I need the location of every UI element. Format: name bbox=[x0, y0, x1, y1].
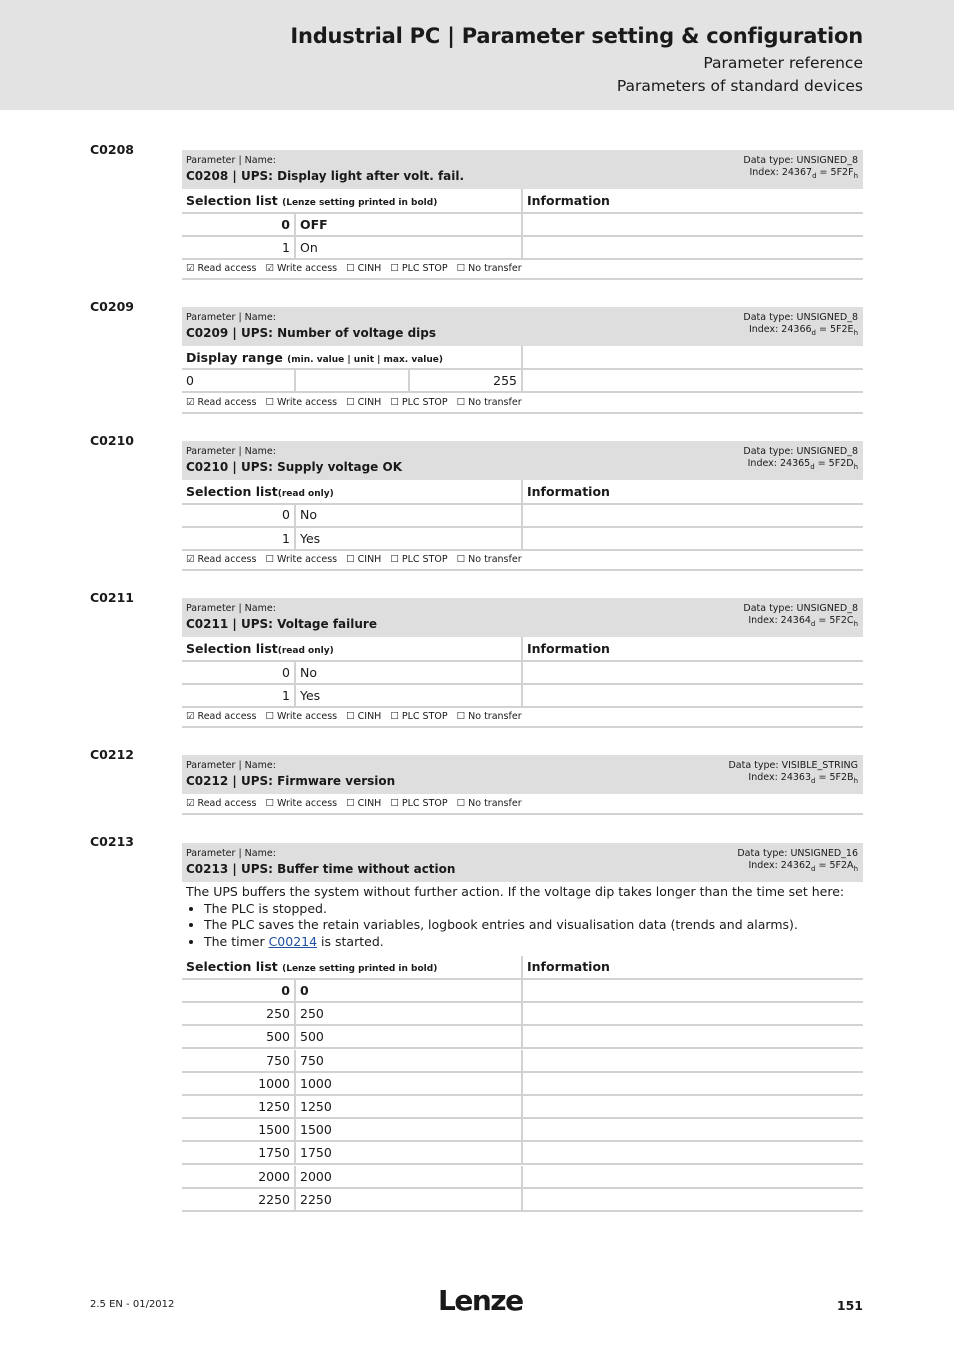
page-subtitle-2: Parameters of standard devices bbox=[616, 77, 863, 95]
row-text: 500 bbox=[300, 1029, 324, 1045]
page-number: 151 bbox=[836, 1298, 863, 1313]
access-flags: ☑ Read access ☐ Write access ☐ CINH ☐ PLC STOP ☐ No transfer bbox=[186, 798, 522, 809]
page-title: Industrial PC | Parameter setting & configuration bbox=[290, 24, 863, 48]
access-flags: ☑ Read access ☐ Write access ☐ CINH ☐ PLC STOP ☐ No transfer bbox=[186, 397, 522, 408]
param-name: C0212 | UPS: Firmware version bbox=[186, 774, 396, 788]
row-value: 1 bbox=[282, 531, 290, 546]
table-header-row bbox=[182, 346, 863, 370]
row-text: No bbox=[300, 507, 317, 522]
row-text: 1750 bbox=[300, 1145, 332, 1161]
data-type: Data type: UNSIGNED_8 bbox=[743, 446, 858, 457]
row-value: 1 bbox=[282, 240, 290, 255]
access-flags: ☑ Read access ☑ Write access ☐ CINH ☐ PLC STOP ☐ No transfer bbox=[186, 263, 522, 274]
data-type: Data type: UNSIGNED_8 bbox=[743, 155, 858, 166]
table-row bbox=[182, 1073, 863, 1096]
data-type: Data type: UNSIGNED_16 bbox=[737, 848, 858, 859]
row-text: On bbox=[300, 240, 318, 255]
table-row bbox=[182, 1119, 863, 1142]
section-code-c0208: C0208 bbox=[90, 142, 134, 157]
param-header-c0210 bbox=[182, 441, 863, 480]
row-text: 2000 bbox=[300, 1168, 332, 1184]
access-flags: ☑ Read access ☐ Write access ☐ CINH ☐ PLC STOP ☐ No transfer bbox=[186, 554, 522, 565]
table-row bbox=[182, 685, 863, 708]
row-text: Yes bbox=[300, 531, 321, 546]
row-text: 1250 bbox=[300, 1099, 332, 1114]
table-row bbox=[182, 1166, 863, 1189]
table-row bbox=[182, 1050, 863, 1073]
table-row bbox=[182, 528, 863, 551]
section-code-c0212: C0212 bbox=[90, 747, 134, 762]
data-type: Data type: VISIBLE_STRING bbox=[728, 760, 858, 771]
param-label: Parameter | Name: bbox=[186, 155, 276, 166]
table-row bbox=[182, 1026, 863, 1049]
row-text: No bbox=[300, 665, 317, 680]
row-value: 0 bbox=[282, 507, 290, 522]
param-header-c0208 bbox=[182, 150, 863, 189]
param-name: C0211 | UPS: Voltage failure bbox=[186, 617, 377, 631]
c00214-link[interactable]: C00214 bbox=[268, 933, 318, 949]
param-header-c0212 bbox=[182, 755, 863, 794]
description-bullet: • The PLC is stopped. bbox=[204, 901, 856, 918]
description-intro: The UPS buffers the system without further action. If the voltage dip takes longer than the time set here: bbox=[186, 884, 845, 899]
range-min: 0 bbox=[186, 373, 194, 388]
row-value: 1250 bbox=[258, 1099, 290, 1114]
table-row bbox=[182, 1142, 863, 1165]
section-code-c0213: C0213 bbox=[90, 834, 134, 849]
param-name: C0209 | UPS: Number of voltage dips bbox=[186, 326, 437, 340]
information-heading: Information bbox=[527, 641, 610, 656]
table-header-row bbox=[182, 480, 863, 505]
document-version: 2.5 EN - 01/2012 bbox=[90, 1299, 175, 1310]
row-text: 2250 bbox=[300, 1191, 332, 1207]
param-header-c0213 bbox=[182, 843, 863, 882]
information-heading: Information bbox=[527, 484, 610, 499]
table-row bbox=[182, 1189, 863, 1212]
table-row bbox=[182, 214, 863, 237]
description-bullet: • The timer C00214 is started. bbox=[204, 934, 856, 951]
row-text: 1000 bbox=[300, 1075, 332, 1091]
param-name: C0213 | UPS: Buffer time without action bbox=[186, 862, 456, 876]
selection-list-heading: Selection list(read only) bbox=[186, 484, 334, 499]
table-row bbox=[182, 980, 863, 1003]
param-label: Parameter | Name: bbox=[186, 446, 276, 457]
row-value: 2000 bbox=[258, 1168, 290, 1184]
row-text: 0 bbox=[300, 983, 309, 998]
param-index: Index: $24367_d = 5F2F_h$ bbox=[749, 167, 858, 180]
table-header-row bbox=[182, 637, 863, 662]
section-code-c0211: C0211 bbox=[90, 590, 134, 605]
param-index: Index: $24362_d = 5F2A_h$ bbox=[748, 860, 858, 873]
row-value: 1500 bbox=[258, 1122, 290, 1138]
table-row bbox=[182, 1003, 863, 1026]
range-max: 255 bbox=[493, 373, 517, 388]
row-text: 1500 bbox=[300, 1122, 332, 1138]
table-header-row bbox=[182, 956, 863, 980]
page-header bbox=[0, 0, 954, 110]
table-row bbox=[182, 505, 863, 528]
page-subtitle-1: Parameter reference bbox=[703, 54, 863, 72]
row-value: 0 bbox=[281, 983, 290, 998]
row-value: 0 bbox=[281, 217, 290, 232]
param-index: Index: $24366_d = 5F2E_h$ bbox=[748, 324, 858, 337]
row-value: 750 bbox=[266, 1052, 290, 1068]
param-index: Index: $24365_d = 5F2D_h$ bbox=[747, 458, 858, 471]
param-label: Parameter | Name: bbox=[186, 312, 276, 323]
param-index: Index: $24364_d = 5F2C_h$ bbox=[748, 615, 858, 628]
row-value: 500 bbox=[266, 1029, 290, 1045]
lenze-logo: Lenze bbox=[438, 1284, 523, 1317]
param-label: Parameter | Name: bbox=[186, 760, 276, 771]
row-value: 1 bbox=[282, 688, 290, 703]
param-label: Parameter | Name: bbox=[186, 603, 276, 614]
description-bullet: • The PLC saves the retain variables, logbook entries and visualisation data (trends and alarms). bbox=[204, 917, 856, 934]
information-heading: Information bbox=[527, 193, 610, 208]
information-heading: Information bbox=[527, 959, 610, 974]
param-description bbox=[186, 884, 856, 950]
row-value: 1750 bbox=[258, 1145, 290, 1161]
row-value: 2250 bbox=[258, 1191, 290, 1207]
row-text: 250 bbox=[300, 1006, 324, 1022]
selection-list-heading: Selection list (Lenze setting printed in bold) bbox=[186, 959, 438, 974]
param-label: Parameter | Name: bbox=[186, 848, 276, 859]
row-value: 1000 bbox=[258, 1075, 290, 1091]
table-row bbox=[182, 370, 863, 393]
table-row bbox=[182, 1096, 863, 1119]
display-range-heading: Display range (min. value | unit | max. value) bbox=[186, 350, 444, 365]
selection-list-heading: Selection list (Lenze setting printed in bold) bbox=[186, 193, 438, 208]
param-header-c0211 bbox=[182, 598, 863, 637]
table-header-row bbox=[182, 189, 863, 214]
table-row bbox=[182, 237, 863, 260]
param-header-c0209 bbox=[182, 307, 863, 346]
row-value: 0 bbox=[282, 665, 290, 680]
data-type: Data type: UNSIGNED_8 bbox=[743, 312, 858, 323]
section-code-c0209: C0209 bbox=[90, 299, 134, 314]
row-text: OFF bbox=[300, 217, 328, 232]
row-text: Yes bbox=[300, 688, 321, 703]
access-flags: ☑ Read access ☐ Write access ☐ CINH ☐ PLC STOP ☐ No transfer bbox=[186, 711, 522, 722]
param-name: C0210 | UPS: Supply voltage OK bbox=[186, 460, 402, 474]
row-value: 250 bbox=[266, 1006, 290, 1022]
row-text: 750 bbox=[300, 1052, 324, 1068]
selection-list-heading: Selection list(read only) bbox=[186, 641, 334, 656]
section-code-c0210: C0210 bbox=[90, 433, 134, 448]
param-index: Index: $24363_d = 5F2B_h$ bbox=[748, 772, 858, 785]
param-name: C0208 | UPS: Display light after volt. fail. bbox=[186, 169, 465, 183]
table-row bbox=[182, 662, 863, 685]
data-type: Data type: UNSIGNED_8 bbox=[743, 603, 858, 614]
